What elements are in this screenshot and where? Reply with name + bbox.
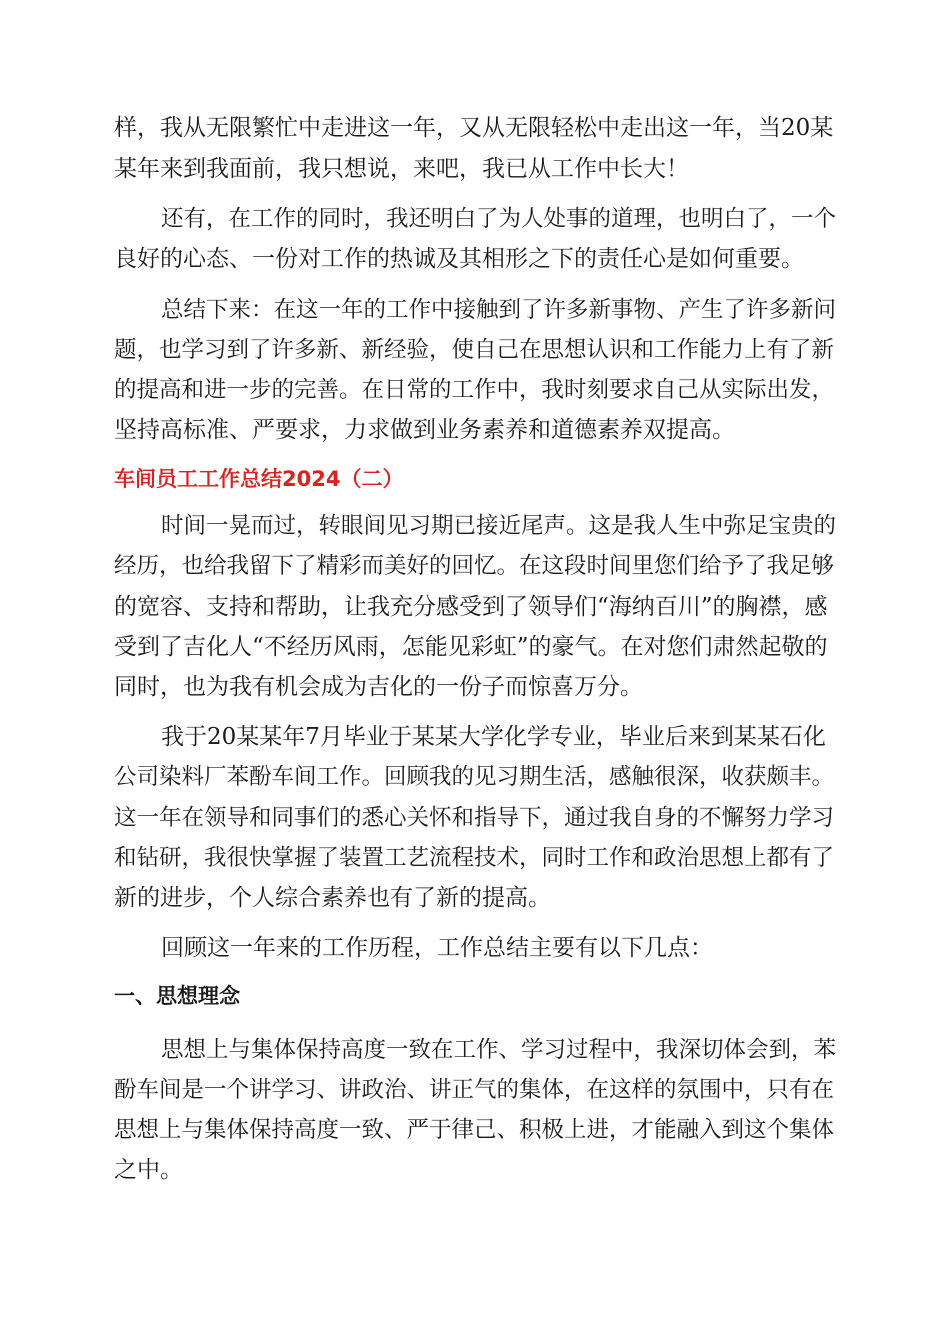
text-line: 题，也学习到了许多新、新经验，使自己在思想认识和工作能力上有了新 (114, 337, 835, 363)
text-line: 酚车间是一个讲学习、讲政治、讲正气的集体，在这样的氛围中，只有在 (114, 1077, 835, 1103)
text-line: 总结下来：在这一年的工作中接触到了许多新事物、产生了许多新问 (161, 297, 837, 323)
text-line: 新的进步，个人综合素养也有了新的提高。 (114, 885, 551, 911)
text-line: 时间一晃而过，转眼间见习期已接近尾声。这是我人生中弥足宝贵的 (161, 513, 837, 539)
text-line: 思想上与集体保持高度一致、严于律己、积极上进，才能融入到这个集体 (114, 1117, 835, 1143)
text-line: 同时，也为我有机会成为吉化的一份子而惊喜万分。 (114, 674, 643, 700)
subheading: 一、思想理念 (114, 984, 240, 1008)
text-line: 和钻研，我很快掌握了装置工艺流程技术，同时工作和政治思想上都有了 (114, 845, 835, 871)
text-line: 的提高和进一步的完善。在日常的工作中，我时刻要求自己从实际出发， (114, 377, 835, 403)
text-line: 回顾这一年来的工作历程，工作总结主要有以下几点： (161, 935, 713, 961)
section-title: 车间员工工作总结2024（二） (114, 467, 404, 491)
text-line: 公司染料厂苯酚车间工作。回顾我的见习期生活，感触很深，收获颇丰。 (114, 764, 835, 790)
text-line: 某年来到我面前，我只想说，来吧，我已从工作中长大！ (114, 156, 689, 182)
text-line: 的宽容、支持和帮助，让我充分感受到了领导们“海纳百川”的胸襟，感 (114, 594, 828, 620)
text-line: 我于20某某年7月毕业于某某大学化学专业，毕业后来到某某石化 (161, 724, 826, 750)
text-line: 良好的心态、一份对工作的热诚及其相形之下的责任心是如何重要。 (114, 246, 804, 272)
text-line: 受到了吉化人“不经历风雨，怎能见彩虹”的豪气。在对您们肃然起敬的 (114, 634, 828, 660)
text-line: 坚持高标准、严要求，力求做到业务素养和道德素养双提高。 (114, 417, 735, 443)
text-line: 思想上与集体保持高度一致在工作、学习过程中，我深切体会到，苯 (161, 1037, 837, 1063)
text-line: 经历，也给我留下了精彩而美好的回忆。在这段时间里您们给予了我足够 (114, 553, 835, 579)
text-line: 这一年在领导和同事们的悉心关怀和指导下，通过我自身的不懈努力学习 (114, 805, 835, 831)
text-line: 之中。 (114, 1157, 183, 1183)
text-line: 样，我从无限繁忙中走进这一年，又从无限轻松中走出这一年，当20某 (114, 115, 834, 141)
text-line: 还有，在工作的同时，我还明白了为人处事的道理，也明白了，一个 (161, 206, 837, 232)
